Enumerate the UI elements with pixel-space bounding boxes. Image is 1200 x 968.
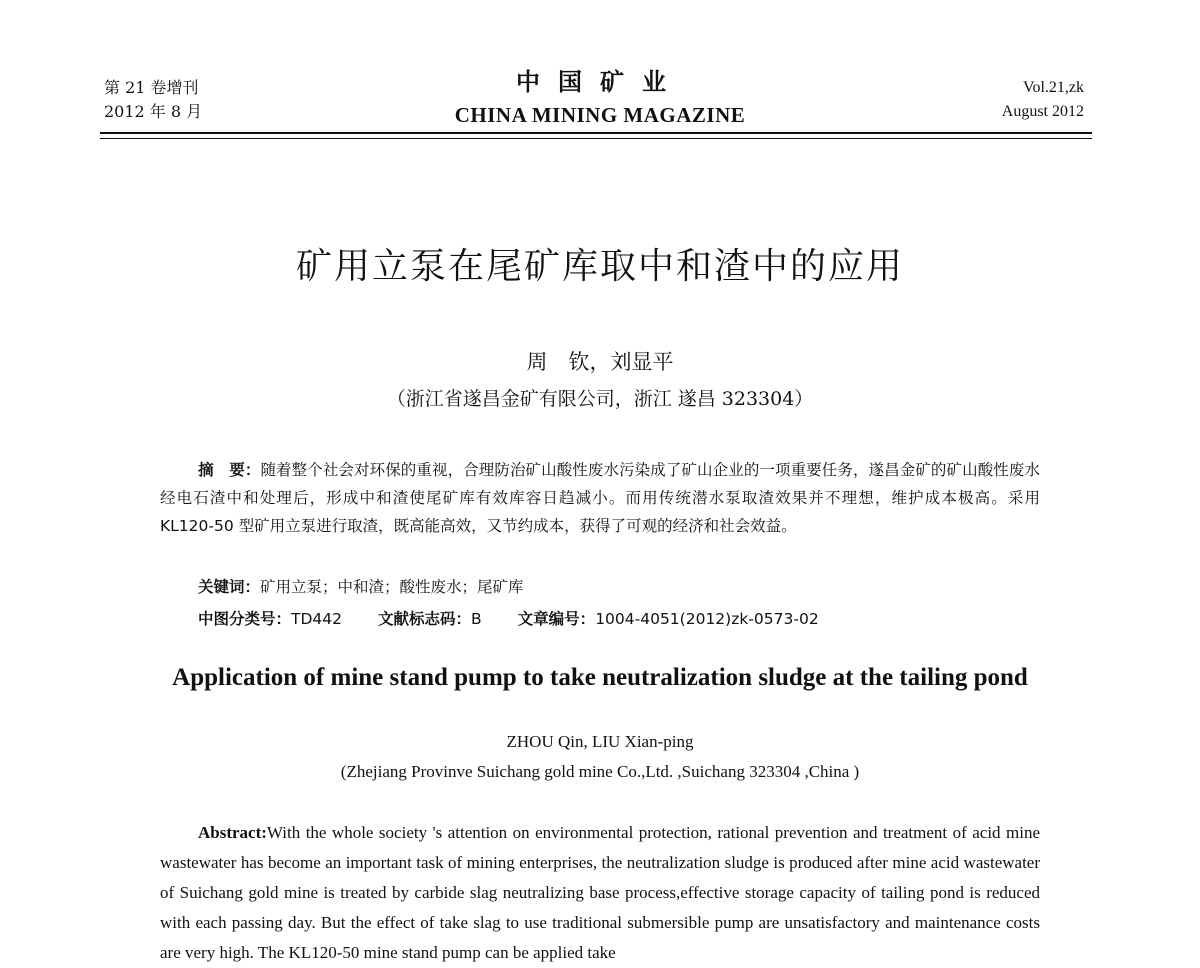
keywords-cn (198, 574, 524, 600)
article-title-en: Application of mine stand pump to take neutralization sludge at the tailing pond (172, 664, 1028, 691)
abstract-cn (160, 456, 1040, 540)
abstract-en-label: Abstract: (198, 823, 267, 842)
article-no-value: 1004-4051(2012)zk-0573-02 (595, 610, 819, 628)
affiliation-en: (Zhejiang Provinve Suichang gold mine Co.,Ltd. ,Suichang 323304 ,China ) (340, 762, 860, 781)
journal-name-cn: 中国矿业 (516, 68, 684, 96)
abstract-cn-label: 摘 要： (198, 461, 261, 479)
header-rule-thin (100, 138, 1092, 139)
clc-label: 中图分类号： (198, 610, 292, 628)
issue-date-en: August 2012 (1001, 103, 1084, 120)
keywords-label: 关键词： (198, 578, 261, 596)
journal-name-en: CHINA MINING MAGAZINE (454, 103, 746, 127)
authors-en: ZHOU Qin, LIU Xian-ping (506, 732, 694, 751)
authors-cn: 周 钦，刘显平 (526, 350, 674, 374)
abstract-cn-text: 随着整个社会对环保的重视，合理防治矿山酸性废水污染成了矿山企业的一项重要任务，遂昌金矿的矿山酸性废水经电石渣中和处理后，形成中和渣使尾矿库有效库容日趋减小。而用传统潜水泵取渣效果并不理想，维护成本极高。采用 KL120-50 型矿用立泵进行取渣，既高能高效，又节约成本，获得了可观的经济和社会效益。 (160, 461, 1040, 535)
doc-code-label: 文献标志码： (378, 610, 472, 628)
abstract-en (160, 818, 1040, 968)
affiliation-cn: （浙江省遂昌金矿有限公司，浙江 遂昌 323304） (386, 388, 814, 410)
abstract-en-text: With the whole society 's attention on environmental protection, rational prevention and treatment of acid mine wastewater has become an important task of mining enterprises, the neutralization sludge is produced after mine acid wastewater of Suichang gold mine is treated by carbide slag neutralizing base process,effective storage capacity of tailing pond is reduced with each passing day. But the effect of take slag to use traditional submersible pump are unsatisfactory and maintenance costs are very high. The KL120-50 mine stand pump can be applied take (160, 823, 1040, 962)
keywords-text: 矿用立泵；中和渣；酸性废水；尾矿库 (260, 578, 524, 596)
header-rule-thick (100, 132, 1092, 134)
classification-line (198, 606, 819, 632)
article-title-cn: 矿用立泵在尾矿库取中和渣中的应用 (295, 246, 904, 287)
article-no-label: 文章编号： (517, 610, 596, 628)
doc-code-value: B (471, 610, 482, 628)
issue-date-cn: 2012 年 8 月 (104, 102, 203, 121)
header-right (1002, 76, 1084, 124)
clc-value: TD442 (291, 610, 343, 628)
volume-label-en: Vol.21,zk (1022, 79, 1084, 96)
volume-label: 第 21 卷增刊 (104, 78, 199, 97)
